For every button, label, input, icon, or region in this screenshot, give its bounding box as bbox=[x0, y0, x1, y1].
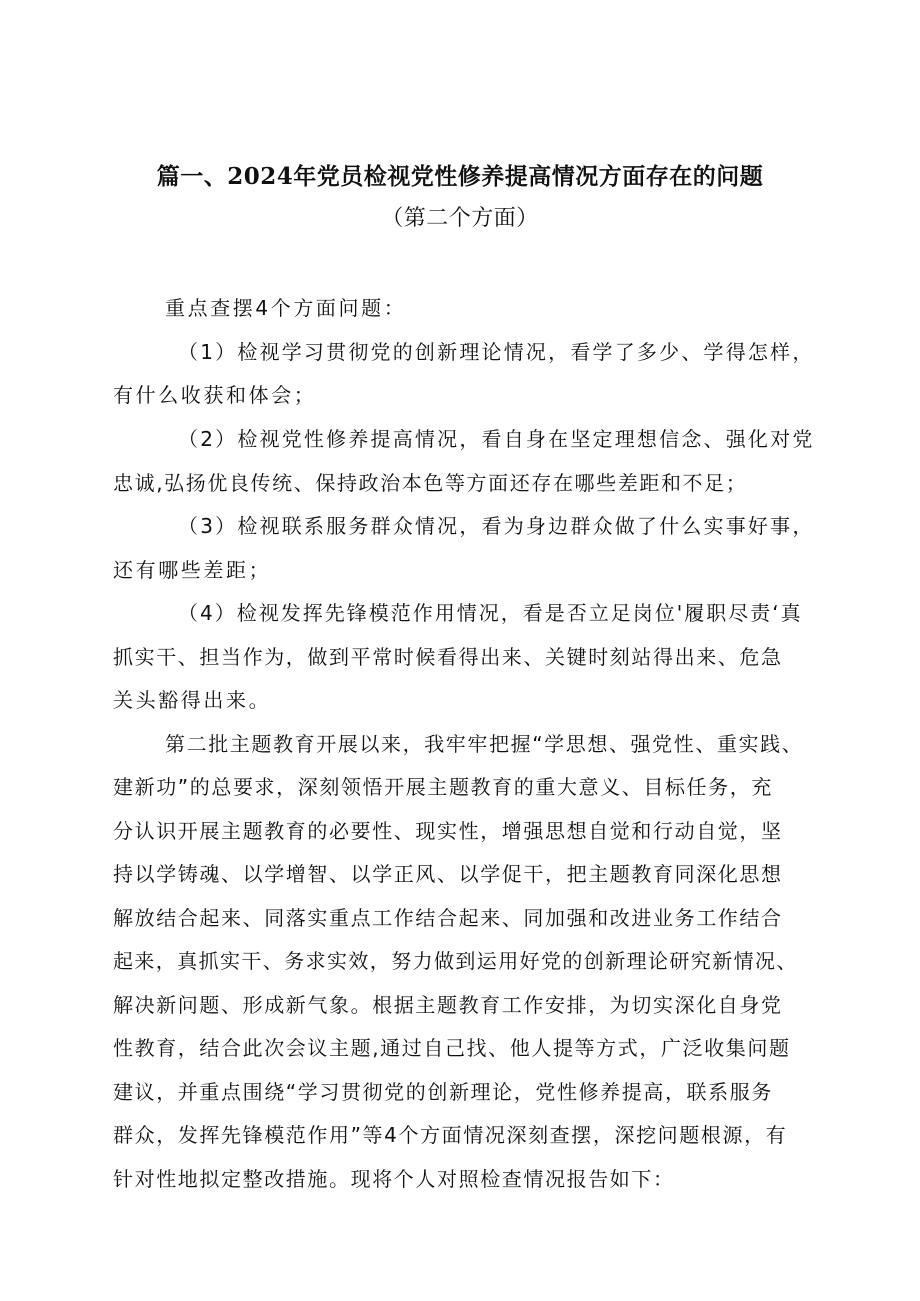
paragraph-line-5: 解放结合起来、同落实重点工作结合起来、同加强和改进业务工作结合 bbox=[113, 906, 783, 930]
item-3-line-2: 还有哪些差距； bbox=[113, 558, 272, 582]
item-4-line-1: （4）检视发挥先锋模范作用情况，看是否立足岗位'履职尽责‘真 bbox=[178, 601, 803, 625]
paragraph-line-2: 建新功”的总要求，深刻领悟开展主题教育的重大意义、目标任务，充 bbox=[113, 775, 773, 799]
paragraph-line-9: 建议，并重点围绕“学习贯彻党的创新理论，党性修养提高，联系服务 bbox=[113, 1080, 773, 1104]
paragraph-line-1: 第二批主题教育开展以来，我牢牢把握“学思想、强党性、重实践、 bbox=[165, 732, 804, 756]
document-title: 篇一、2024年党员检视党性修养提高情况方面存在的问题 bbox=[156, 163, 764, 190]
item-1-line-2: 有什么收获和体会； bbox=[113, 383, 317, 407]
paragraph-line-8: 性教育，结合此次会议主题,通过自己找、他人提等方式，广泛收集问题 bbox=[113, 1036, 791, 1060]
item-4-line-3: 关头豁得出来。 bbox=[113, 688, 272, 712]
paragraph-line-7: 解决新问题、形成新气象。根据主题教育工作安排，为切实深化自身党 bbox=[113, 993, 783, 1017]
item-2-line-2: 忠诚,弘扬优良传统、保持政治本色等方面还存在哪些差距和不足； bbox=[113, 471, 748, 495]
item-1-line-1: （1）检视学习贯彻党的创新理论情况，看学了多少、学得怎样， bbox=[178, 340, 815, 364]
paragraph-line-3: 分认识开展主题教育的必要性、现实性，增强思想自觉和行动自觉，坚 bbox=[113, 819, 783, 843]
item-3-line-1: （3）检视联系服务群众情况，看为身边群众做了什么实事好事， bbox=[178, 514, 815, 538]
paragraph-line-4: 持以学铸魂、以学增智、以学正风、以学促干，把主题教育同深化思想 bbox=[113, 862, 783, 886]
section-intro: 重点查摆4个方面问题： bbox=[165, 296, 407, 320]
paragraph-line-11: 针对性地拟定整改措施。现将个人对照检查情况报告如下： bbox=[113, 1167, 675, 1191]
item-2-line-1: （2）检视党性修养提高情况，看自身在坚定理想信念、强化对党 bbox=[178, 427, 815, 451]
paragraph-line-6: 起来，真抓实干、务求实效，努力做到运用好党的创新理论研究新情况、 bbox=[113, 949, 798, 973]
paragraph-line-10: 群众，发挥先锋模范作用”等4个方面情况深刻查摆，深挖问题根源，有 bbox=[113, 1123, 788, 1147]
document-subtitle: （第二个方面） bbox=[381, 206, 539, 231]
item-4-line-2: 抓实干、担当作为，做到平常时候看得出来、关键时刻站得出来、危急 bbox=[113, 645, 783, 669]
